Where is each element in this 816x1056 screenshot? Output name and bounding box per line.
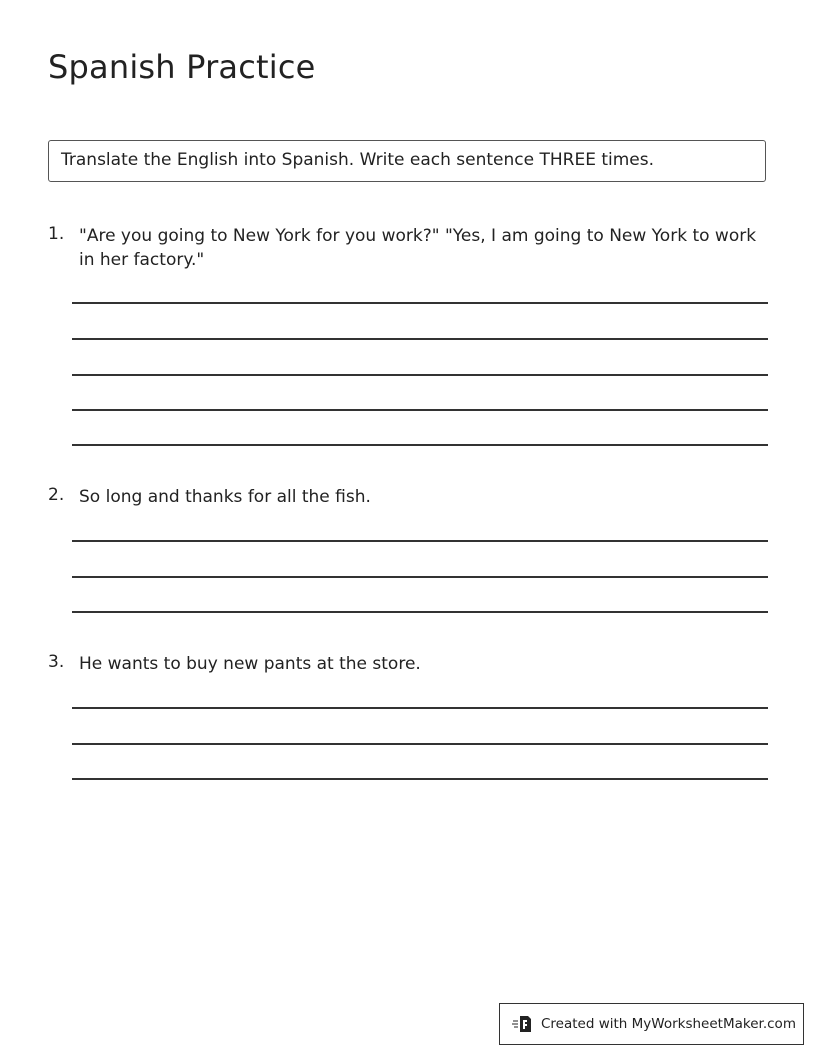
answer-line[interactable] (72, 338, 768, 340)
worksheet-maker-logo-icon (512, 1013, 534, 1035)
instructions-box: Translate the English into Spanish. Write each sentence THREE times. (48, 140, 766, 182)
answer-line[interactable] (72, 743, 768, 745)
question-number: 1. (48, 224, 65, 244)
page-title: Spanish Practice (48, 48, 316, 86)
answer-line[interactable] (72, 444, 768, 446)
answer-line[interactable] (72, 778, 768, 780)
answer-line[interactable] (72, 374, 768, 376)
question-text: He wants to buy new pants at the store. (79, 654, 421, 674)
question-text: So long and thanks for all the fish. (79, 487, 371, 507)
answer-line[interactable] (72, 540, 768, 542)
question-number: 3. (48, 652, 65, 672)
question-number: 2. (48, 485, 65, 505)
answer-line[interactable] (72, 576, 768, 578)
footer-text: Created with MyWorksheetMaker.com (541, 1016, 796, 1032)
footer-credit[interactable] (499, 1003, 804, 1045)
answer-line[interactable] (72, 611, 768, 613)
question-text: "Are you going to New York for you work?" "Yes, I am going to New York to work in her factory." (79, 226, 757, 270)
answer-line[interactable] (72, 707, 768, 709)
answer-line[interactable] (72, 409, 768, 411)
answer-line[interactable] (72, 302, 768, 304)
